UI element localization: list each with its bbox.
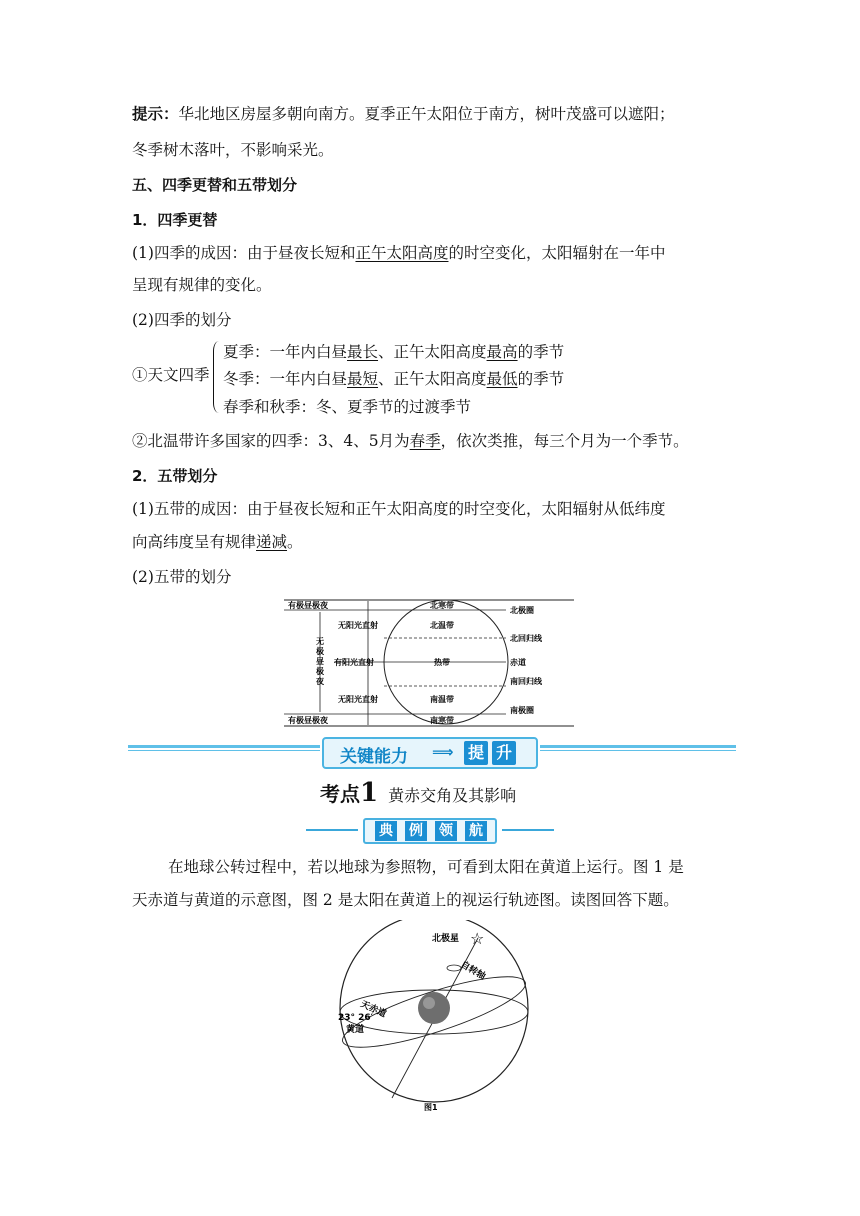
label-left-top: 有极昼极夜 <box>288 601 328 610</box>
zone-cause-line-1: (1)五带的成因：由于昼夜长短和正午太阳高度的时空变化，太阳辐射从低纬度 <box>132 500 666 518</box>
text: ，依次类推，每三个月为一个季节。 <box>440 432 689 450</box>
tag-char-2: 例 <box>405 821 427 841</box>
subsection-zones: 2．五带划分 <box>132 467 218 485</box>
banner-line-right-thin <box>540 750 736 751</box>
question-line-1: 在地球公转过程中，若以地球为参照物，可看到太阳在黄道上运行。图 1 是 <box>168 858 684 876</box>
figure-caption: 图1 <box>424 1103 438 1112</box>
zone-north-frigid: 北寒带 <box>430 601 454 610</box>
text: ②北温带许多国家的四季：3、4、5月为 <box>132 432 410 450</box>
zone-north-temperate: 北温带 <box>430 621 454 630</box>
earth-icon <box>418 992 450 1024</box>
underline-answer: 递减 <box>256 533 288 551</box>
polaris-star-icon: ☆ <box>470 929 485 948</box>
polaris-label: 北极星 <box>432 934 460 944</box>
zone-south-frigid: 南寒带 <box>430 716 454 725</box>
hint-line-1 <box>132 104 675 124</box>
season-division: (2)四季的划分 <box>132 311 232 329</box>
line-arctic: 北极圈 <box>510 606 534 615</box>
no-polar-4: 极 <box>316 667 324 676</box>
brace <box>213 341 220 413</box>
no-polar-1: 无 <box>316 637 324 646</box>
angle-label: 23° 26′ <box>338 1013 374 1023</box>
banner-line-left-thin <box>128 750 320 751</box>
no-direct-bottom: 无阳光直射 <box>338 695 378 704</box>
no-polar-2: 极 <box>316 647 324 656</box>
banner-line-right <box>540 745 736 748</box>
no-direct-top: 无阳光直射 <box>338 621 378 630</box>
tag-char-1: 典 <box>375 821 397 841</box>
text: 夏季：一年内白昼 <box>223 343 348 361</box>
no-polar-3: 昼 <box>316 657 324 666</box>
subsection-seasons: 1．四季更替 <box>132 211 218 229</box>
line-antarctic: 南极圈 <box>510 706 534 715</box>
underline-answer: 最长 <box>347 343 379 361</box>
banner-line-left <box>128 745 320 748</box>
text: 、正午太阳高度 <box>378 343 487 361</box>
kaodian-label: 考点 <box>320 782 360 806</box>
direct-sun: 有阳光直射 <box>334 658 374 667</box>
banner-box-1: 提 <box>464 741 488 765</box>
zone-tropical: 热带 <box>434 658 450 667</box>
underline-answer: 正午太阳高度 <box>355 244 449 262</box>
tag-char-4: 航 <box>465 821 487 841</box>
underline-answer: 最低 <box>486 370 518 388</box>
earth-highlight <box>423 997 435 1009</box>
north-temperate-seasons <box>132 431 689 451</box>
label-left-bottom: 有极昼极夜 <box>288 716 328 725</box>
line-equator: 赤道 <box>510 658 526 667</box>
kaodian-heading <box>320 778 516 808</box>
text: 的季节 <box>517 370 565 388</box>
tag-char-3: 领 <box>435 821 457 841</box>
axis-label: 自转轴 <box>458 959 487 983</box>
question-line-2: 天赤道与黄道的示意图，图 2 是太阳在黄道上的视运行轨迹图。读图回答下题。 <box>132 891 679 909</box>
tag-arrow-right <box>502 829 554 831</box>
ecliptic-label: 黄道 <box>346 1025 365 1035</box>
figure-1 <box>330 920 540 1120</box>
zone-division: (2)五带的划分 <box>132 568 232 586</box>
astro-seasons-label: ①天文四季 <box>132 366 210 384</box>
hint-text: 华北地区房屋多朝向南方。夏季正午太阳位于南方，树叶茂盛可以遮阳； <box>178 105 675 123</box>
kaodian-number: 1 <box>360 778 379 808</box>
five-zones-diagram <box>284 592 574 732</box>
season-cause-line-2: 呈现有规律的变化。 <box>132 276 272 294</box>
text: 的季节 <box>517 343 565 361</box>
underline-answer: 最短 <box>347 370 379 388</box>
text: 。 <box>287 533 303 551</box>
text: 向高纬度呈有规律 <box>132 533 257 551</box>
section-title: 五、四季更替和五带划分 <box>132 176 298 194</box>
winter-line <box>223 369 564 389</box>
line-cancer: 北回归线 <box>510 634 542 643</box>
text: 的时空变化，太阳辐射在一年中 <box>448 244 666 262</box>
line-capricorn: 南回归线 <box>510 677 542 686</box>
arrow-icon: ⟹ <box>432 743 454 761</box>
hint-line-2: 冬季树木落叶，不影响采光。 <box>132 141 334 159</box>
example-tag <box>363 818 497 844</box>
zone-south-temperate: 南温带 <box>430 695 454 704</box>
celestial-equator-label: 天赤道 <box>358 999 388 1020</box>
text: (1)四季的成因：由于昼夜长短和 <box>132 244 356 262</box>
underline-answer: 最高 <box>486 343 518 361</box>
kaodian-title: 黄赤交角及其影响 <box>388 786 517 805</box>
tag-arrow-left <box>306 829 358 831</box>
season-cause-line-1 <box>132 243 666 263</box>
banner-box-2: 升 <box>492 741 516 765</box>
no-polar-5: 夜 <box>316 677 324 686</box>
banner-text: 关键能力 <box>340 747 408 767</box>
key-ability-banner <box>322 737 538 769</box>
hint-label: 提示： <box>132 104 179 123</box>
zone-cause-line-2 <box>132 532 303 552</box>
spring-autumn-line: 春季和秋季：冬、夏季节的过渡季节 <box>223 398 472 416</box>
summer-line <box>223 342 564 362</box>
text: 冬季：一年内白昼 <box>223 370 348 388</box>
text: 、正午太阳高度 <box>378 370 487 388</box>
underline-answer: 春季 <box>409 432 441 450</box>
